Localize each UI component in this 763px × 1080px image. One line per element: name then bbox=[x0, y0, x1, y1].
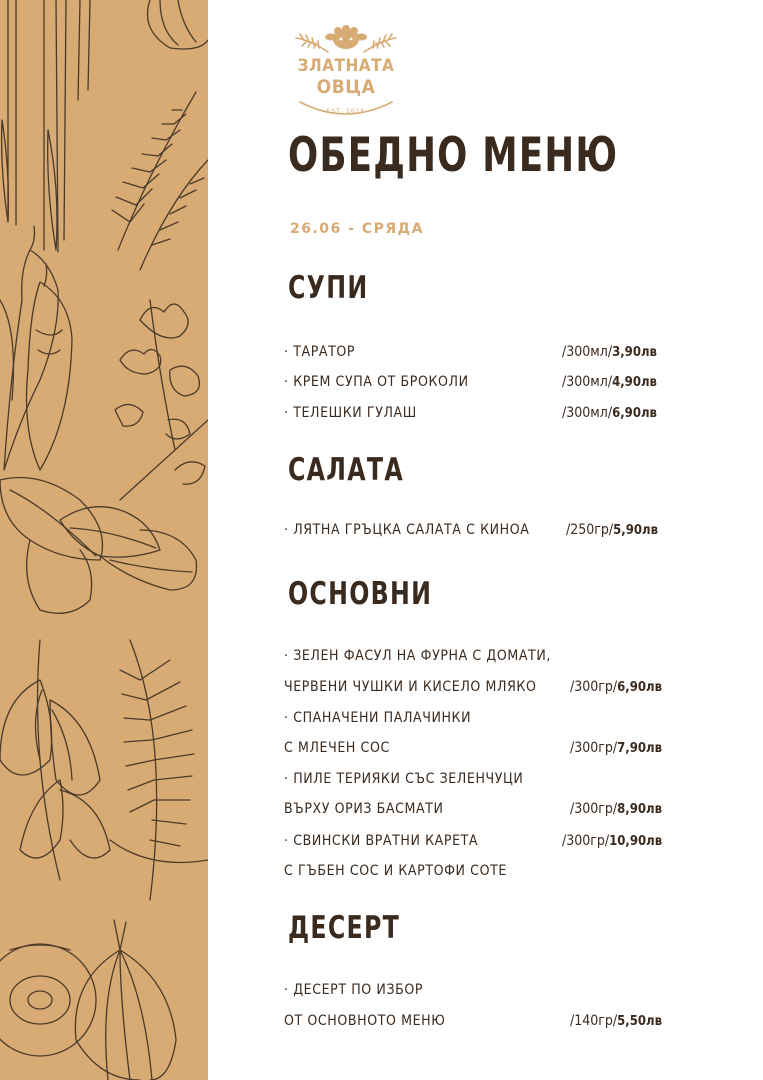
menu-item-name: · КРЕМ СУПА ОТ БРОКОЛИ bbox=[284, 374, 469, 390]
menu-date: 26.06 - СРЯДА bbox=[290, 221, 424, 237]
menu-item-name: · ТЕЛЕШКИ ГУЛАШ bbox=[284, 405, 417, 421]
herbs-vegetables-illustration bbox=[0, 0, 208, 1080]
menu-item-price bbox=[562, 344, 657, 360]
page-title: ОБЕДНО МЕНЮ bbox=[288, 128, 619, 183]
price-amount: 6,90лв bbox=[612, 406, 657, 421]
menu-item-description: ВЪРХУ ОРИЗ БАСМАТИ bbox=[284, 801, 444, 817]
price-amount: 4,90лв bbox=[612, 375, 657, 390]
menu-item-description: С МЛЕЧЕН СОС bbox=[284, 740, 390, 756]
menu-item-price bbox=[562, 374, 657, 390]
menu-item-name: · ПИЛЕ ТЕРИЯКИ СЪС ЗЕЛЕНЧУЦИ bbox=[284, 771, 524, 787]
portion-size: /300мл/ bbox=[562, 344, 613, 360]
botanical-illustration-panel bbox=[0, 0, 208, 1080]
section-heading-salad: САЛАТА bbox=[288, 452, 404, 488]
menu-item-price bbox=[562, 833, 662, 849]
portion-size: /300гр/ bbox=[570, 679, 618, 695]
menu-item-price bbox=[570, 740, 662, 756]
price-amount: 6,90лв bbox=[617, 680, 662, 695]
portion-size: /300гр/ bbox=[562, 833, 610, 849]
logo-name-line2: ОВЦА bbox=[316, 76, 376, 98]
restaurant-logo bbox=[290, 22, 402, 122]
portion-size: /300мл/ bbox=[562, 405, 613, 421]
portion-size: /300мл/ bbox=[562, 374, 613, 390]
menu-item-price bbox=[566, 522, 658, 538]
menu-item-name: · ТАРАТОР bbox=[284, 344, 356, 360]
section-heading-soups: СУПИ bbox=[288, 270, 369, 306]
menu-item-price bbox=[570, 801, 662, 817]
price-amount: 7,90лв bbox=[617, 741, 662, 756]
menu-item-price bbox=[570, 679, 662, 695]
price-amount: 5,50лв bbox=[617, 1014, 662, 1029]
price-amount: 8,90лв bbox=[617, 802, 662, 817]
menu-item-price bbox=[570, 1013, 662, 1029]
portion-size: /250гр/ bbox=[566, 522, 614, 538]
portion-size: /300гр/ bbox=[570, 740, 618, 756]
menu-item-price bbox=[562, 405, 657, 421]
menu-item-name: · ЛЯТНА ГРЪЦКА САЛАТА С КИНОА bbox=[284, 522, 530, 538]
menu-item-description: ЧЕРВЕНИ ЧУШКИ И КИСЕЛО МЛЯКО bbox=[284, 679, 537, 695]
menu-item-name: · СВИНСКИ ВРАТНИ КАРЕТА bbox=[284, 833, 479, 849]
section-heading-mains: ОСНОВНИ bbox=[288, 576, 433, 612]
section-heading-dessert: ДЕСЕРТ bbox=[288, 910, 401, 946]
menu-item-name: · СПАНАЧЕНИ ПАЛАЧИНКИ bbox=[284, 710, 472, 726]
logo-established: EST. 2016 bbox=[326, 108, 366, 115]
price-amount: 5,90лв bbox=[613, 523, 658, 538]
price-amount: 10,90лв bbox=[609, 834, 663, 849]
logo-name-line1: ЗЛАТНАТА bbox=[297, 56, 395, 76]
menu-item-description: ОТ ОСНОВНОТО МЕНЮ bbox=[284, 1013, 446, 1029]
menu-item-name: · ДЕСЕРТ ПО ИЗБОР bbox=[284, 982, 424, 998]
menu-item-name: · ЗЕЛЕН ФАСУЛ НА ФУРНА С ДОМАТИ, bbox=[284, 648, 551, 664]
portion-size: /300гр/ bbox=[570, 801, 618, 817]
price-amount: 3,90лв bbox=[612, 345, 657, 360]
menu-item-description: С ГЪБЕН СОС И КАРТОФИ СОТЕ bbox=[284, 863, 507, 879]
portion-size: /140гр/ bbox=[570, 1013, 618, 1029]
